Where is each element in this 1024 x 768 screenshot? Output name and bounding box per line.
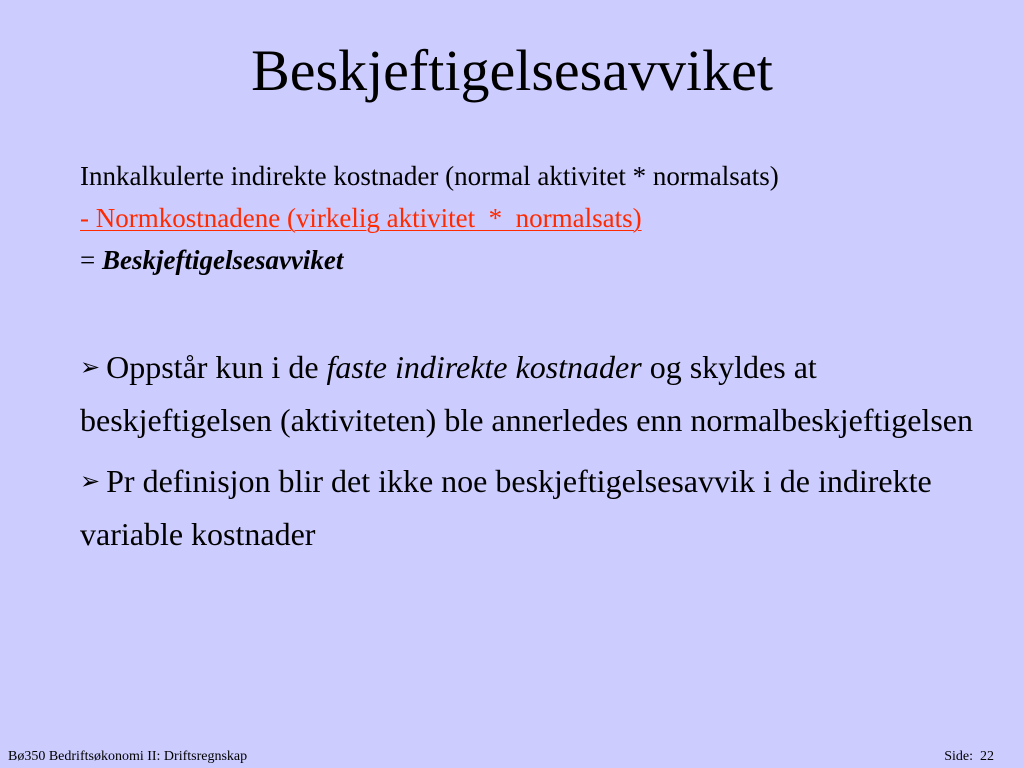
- formula-result-label: Beskjeftigelsesavviket: [101, 245, 344, 275]
- slide-title: Beskjeftigelsesavviket: [251, 38, 773, 103]
- page-label: Side:: [944, 749, 973, 764]
- footer-course-name: Bø350 Bedriftsøkonomi II: Driftsregnskap: [8, 749, 248, 764]
- bullet-item-fixed-costs: [80, 341, 980, 447]
- arrow-bullet-icon: ➢: [80, 467, 101, 495]
- formula-line-result: [80, 239, 980, 281]
- formula-line-applied-costs: Innkalkulerte indirekte kostnader (normal aktivitet * normalsats): [80, 161, 779, 191]
- bullet-text-after: og skyldes at beskjeftigelsen (aktiviteten) ble annerledes enn normalbeskjeftigelsen: [80, 349, 973, 438]
- formula-block: [80, 155, 980, 281]
- bullet-text: Pr definisjon blir det ikke noe beskjeftigelsesavvik i de indirekte variable kostnader: [80, 463, 932, 552]
- formula-line-standard-costs: - Normkostnadene (virkelig aktivitet * normalsats): [80, 203, 642, 233]
- arrow-bullet-icon: ➢: [80, 353, 101, 381]
- footer-page-indicator: [944, 748, 994, 766]
- bullet-list: [80, 341, 980, 569]
- bullet-item-variable-costs: [80, 455, 980, 561]
- equals-sign: =: [80, 245, 102, 275]
- bullet-text-emphasis: faste indirekte kostnader: [326, 349, 642, 385]
- page-number: 22: [980, 749, 994, 764]
- bullet-text-before: Oppstår kun i de: [106, 349, 327, 385]
